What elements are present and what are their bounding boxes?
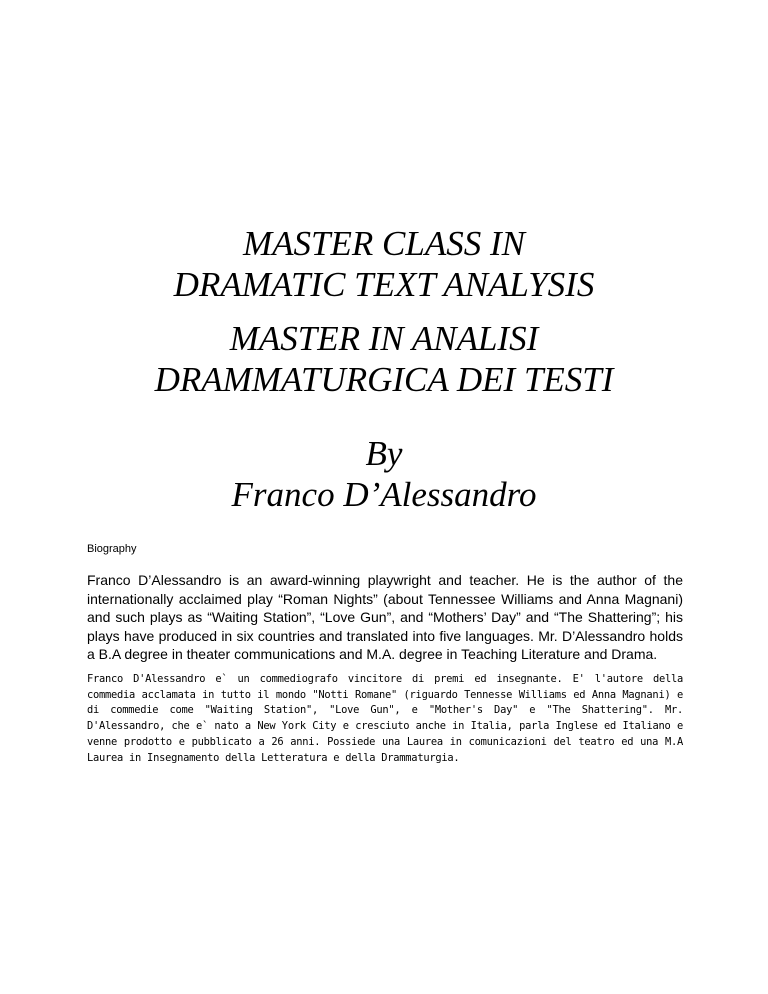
- title-italian-line-2: DRAMMATURGICA DEI TESTI: [154, 360, 614, 399]
- title-italian: [0, 318, 768, 400]
- title-english-line-2: DRAMATIC TEXT ANALYSIS: [173, 265, 595, 304]
- author-block: [0, 433, 768, 515]
- title-english: [0, 223, 768, 305]
- title-english-line-1: MASTER CLASS IN: [243, 224, 525, 263]
- biography-english: Franco D’Alessandro is an award-winning playwright and teacher. He is the author of the internationally acclaimed play “Roman Nights” (about Tennessee Williams and Anna Magnani) and such plays as “Waiting Station”, “Love Gun”, and “Mothers’ Day” and “The Shattering”; his plays have produced in six countries and translated into five languages. Mr. D’Alessandro holds a B.A degree in theater communications and M.A. degree in Teaching Literature and Drama.: [87, 572, 683, 662]
- title-italian-line-1: MASTER IN ANALISI: [229, 319, 539, 358]
- biography-heading: Biography: [87, 543, 137, 555]
- biography-italian: Franco D'Alessandro e` un commediografo vincitore di premi ed insegnante. E' l'autore della commedia acclamata in tutto il mondo "Notti Romane" (riguardo Tennesse Williams ed Anna Magnani) e di commedie come "Waiting Station", "Love Gun", e "Mother's Day" e "The Shattering". Mr. D'Alessandro, che e` nato a New York City e cresciuto anche in Italia, parla Inglese ed Italiano e venne prodotto e pubblicato a 26 anni. Possiede una Laurea in comunicazioni del teatro ed una M.A Laurea in Insegnamento della Letteratura e della Drammaturgia.: [87, 673, 683, 764]
- author-by: By: [365, 434, 403, 473]
- author-name: Franco D’Alessandro: [231, 475, 537, 514]
